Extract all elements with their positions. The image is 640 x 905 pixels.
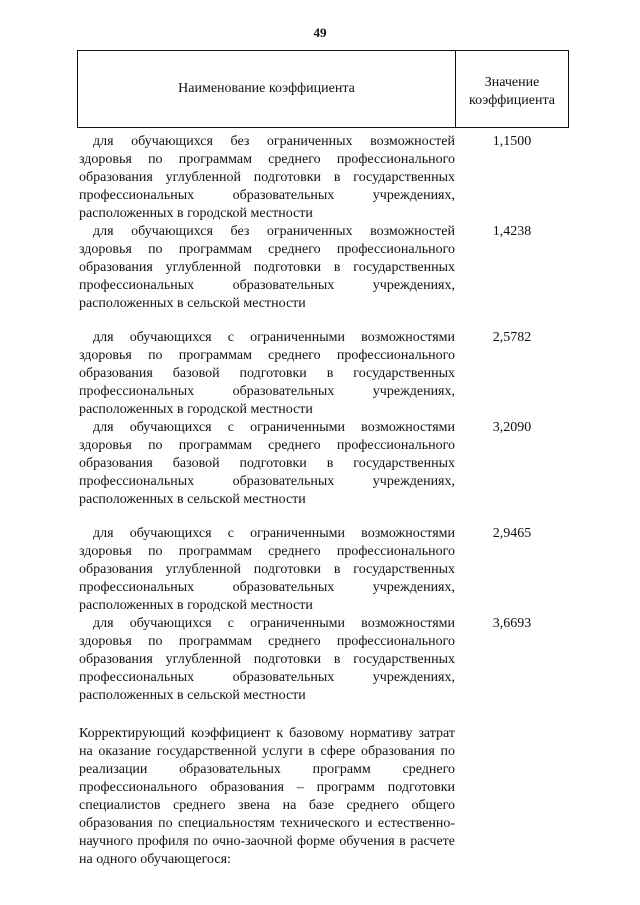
row-value: 2,9465 xyxy=(492,526,532,541)
table-row xyxy=(79,615,569,705)
row-description: для обучающихся с ограниченными возможностями здоровья по программам среднего профессионального образования углубленной подготовки в государственных профессиональных образовательных учреждениях, расположенных в городской местности xyxy=(79,526,455,613)
group-spacer xyxy=(79,313,569,329)
row-description: для обучающихся без ограниченных возможностей здоровья по программам среднего профессионального образования углубленной подготовки в государственных профессиональных образовательных учреждениях, расположенных в городской местности xyxy=(79,134,455,221)
row-value: 2,5782 xyxy=(492,330,532,345)
row-description: для обучающихся с ограниченными возможностями здоровья по программам среднего профессионального образования углубленной подготовки в государственных профессиональных образовательных учреждениях, расположенных в сельской местности xyxy=(79,616,455,703)
row-value: 1,1500 xyxy=(492,134,532,149)
column-header-value-line1: Значение xyxy=(484,75,540,90)
table-row xyxy=(79,525,569,615)
footer-spacer xyxy=(79,705,569,725)
table-row xyxy=(79,419,569,509)
table-header xyxy=(77,50,569,128)
page-number: 49 xyxy=(313,25,327,40)
row-value: 3,2090 xyxy=(492,420,532,435)
group-spacer xyxy=(79,509,569,525)
column-header-value-line2: коэффициента xyxy=(469,93,555,108)
row-description: для обучающихся с ограниченными возможностями здоровья по программам среднего профессионального образования базовой подготовки в государственных профессиональных образовательных учреждениях, расположенных в городской местности xyxy=(79,330,455,417)
table-row xyxy=(79,133,569,223)
row-description: для обучающихся без ограниченных возможностей здоровья по программам среднего профессионального образования углубленной подготовки в государственных профессиональных образовательных учреждениях, расположенных в сельской местности xyxy=(79,224,455,311)
table-row xyxy=(79,223,569,313)
coefficient-list xyxy=(79,133,569,869)
row-value: 1,4238 xyxy=(492,224,532,239)
table-row xyxy=(79,329,569,419)
column-header-value xyxy=(456,51,568,127)
row-value: 3,6693 xyxy=(492,616,532,631)
column-header-name: Наименование коэффициента xyxy=(78,51,456,127)
row-description: для обучающихся с ограниченными возможностями здоровья по программам среднего профессионального образования базовой подготовки в государственных профессиональных образовательных учреждениях, расположенных в сельской местности xyxy=(79,420,455,507)
footer-paragraph: Корректирующий коэффициент к базовому нормативу затрат на оказание государственной услуги в сфере образования по реализации образовательных программ среднего профессионального образования – программ подготовки специалистов среднего звена на базе среднего общего образования по специальностям технического и естественно-научного профиля по очно-заочной форме обучения в расчете на одного обучающегося: xyxy=(79,726,455,867)
